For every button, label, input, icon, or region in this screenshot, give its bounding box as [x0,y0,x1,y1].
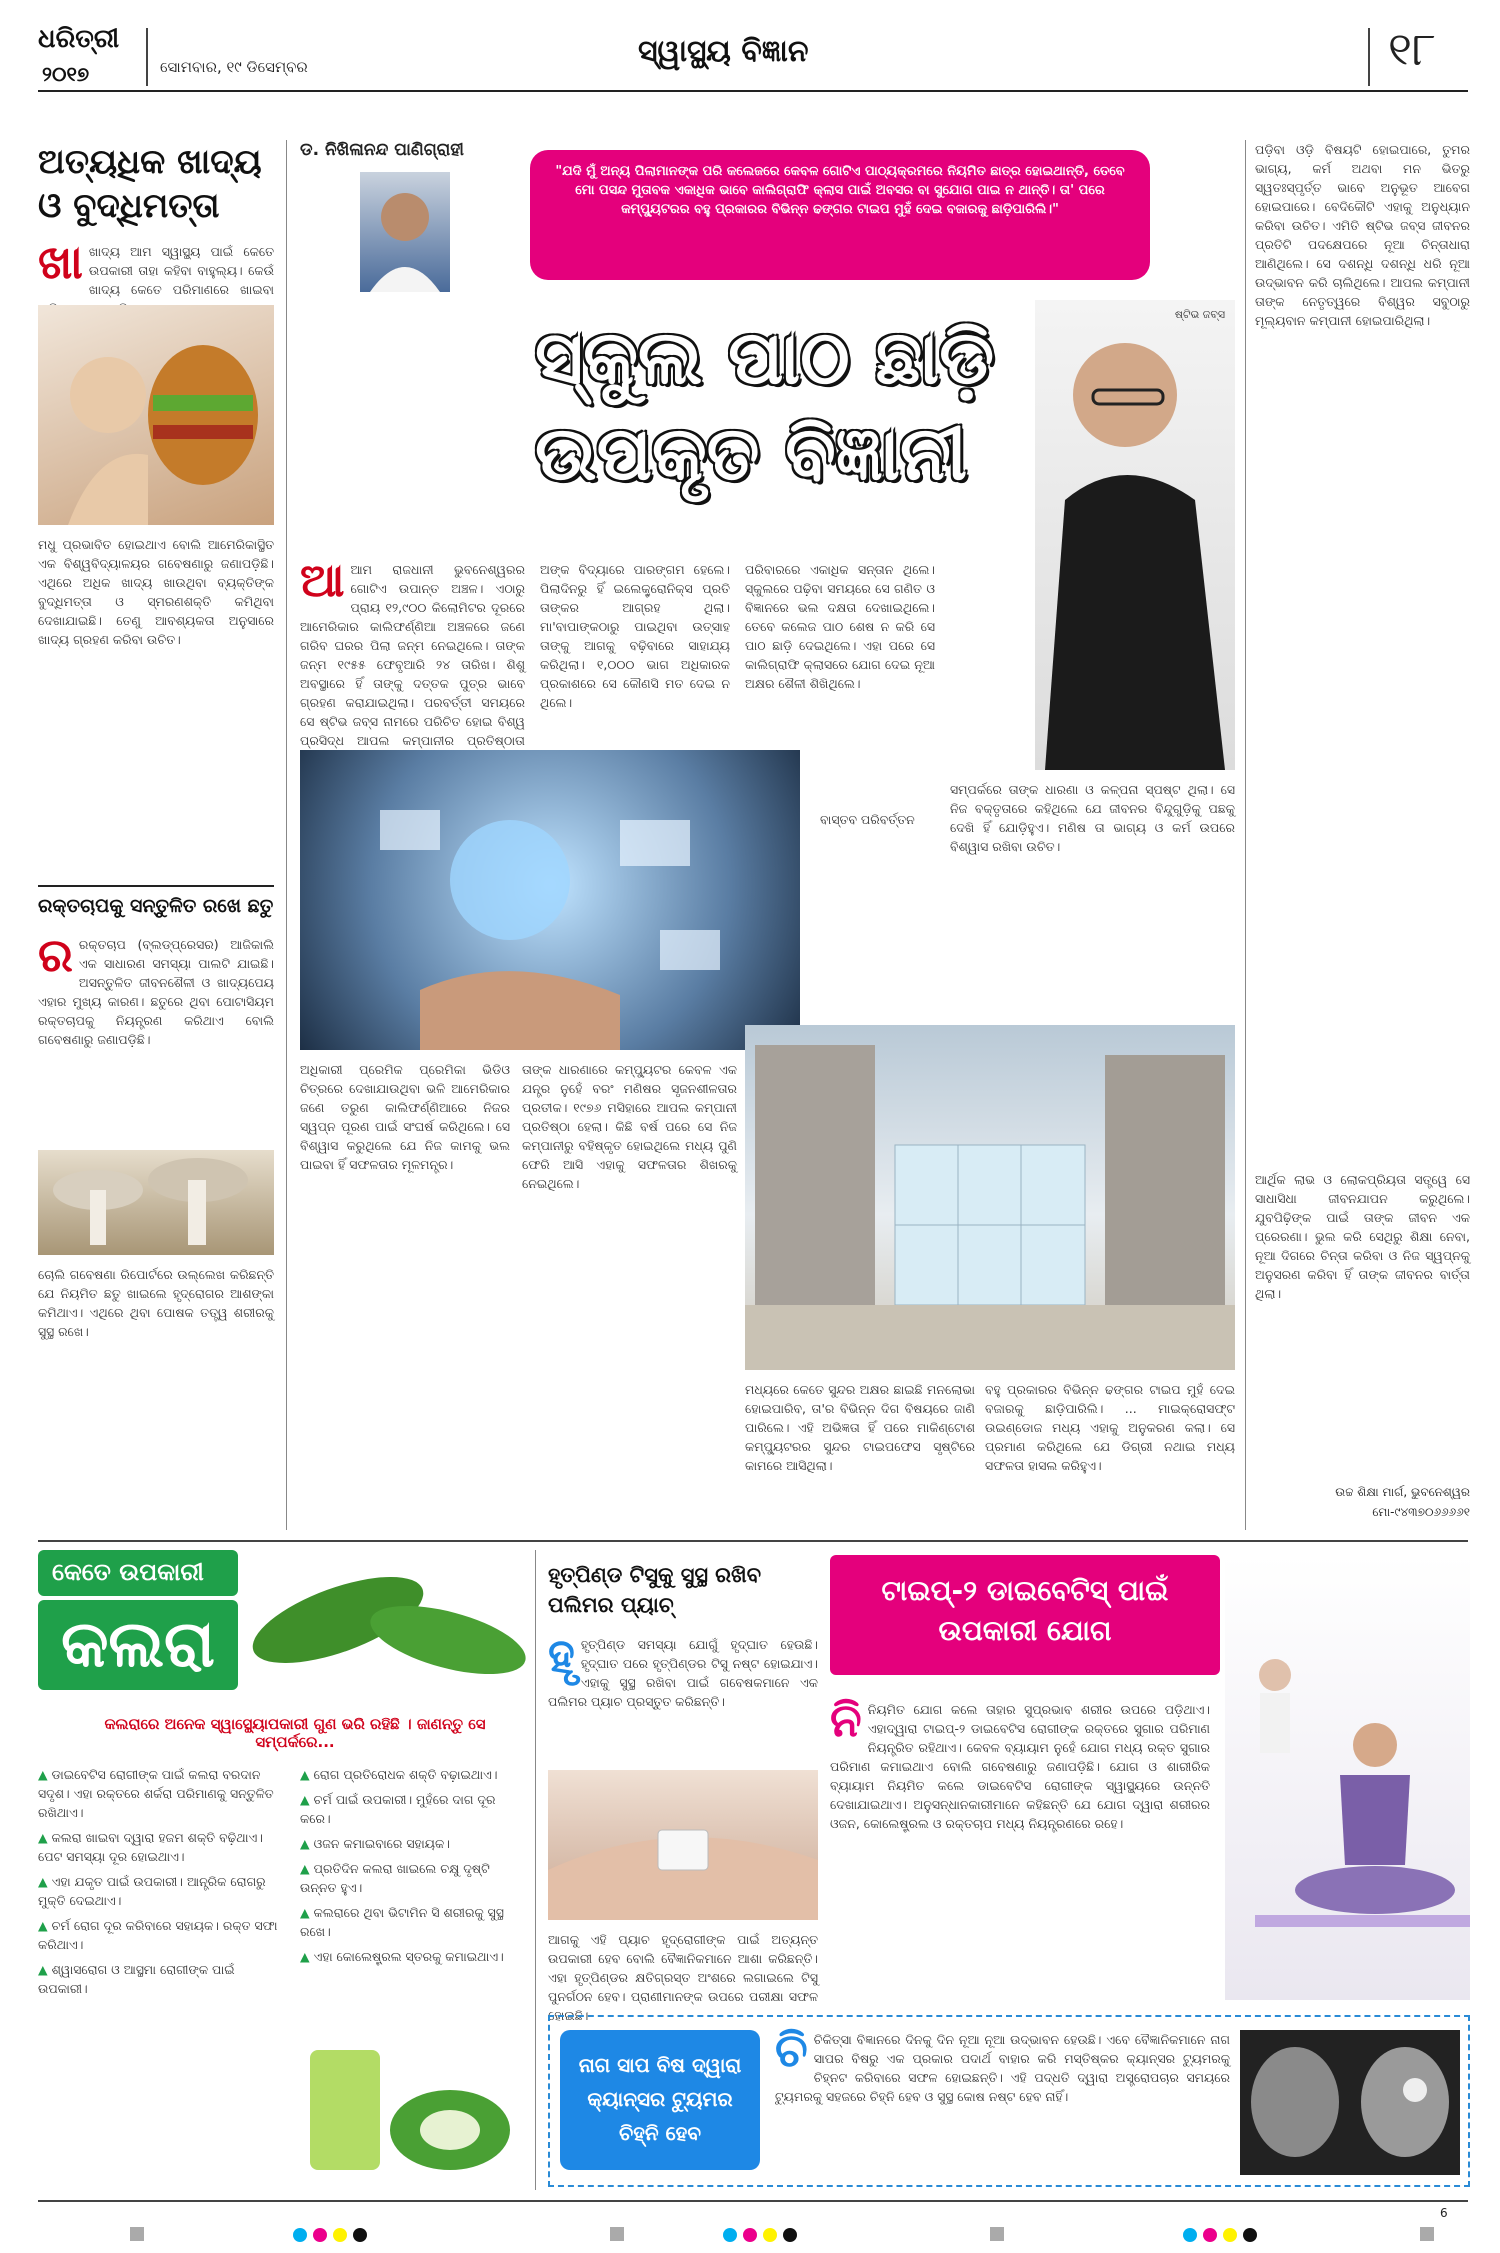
bittergourd-points-left [38,1765,288,2095]
list-item: ▲ ରୋଗ ପ୍ରତିରୋଧକ ଶକ୍ତି ବଢ଼ାଇଥାଏ। [300,1767,498,1782]
left-subhead: ରକ୍ତଚାପକୁ ସନ୍ତୁଳିତ ରଖେ ଛତୁ [38,885,274,925]
bittergourd-points-right [300,1765,525,2005]
photo-caption: ଷ୍ଟିଭ ଜବ୍ସ [1174,308,1225,321]
snake-venom-body: ଚିଚିକିତ୍ସା ବିଜ୍ଞାନରେ ଦିନକୁ ଦିନ ନୂଆ ନୂଆ ଉଦ୍ଭାବନ ହେଉଛି। ଏବେ ବୈଜ୍ଞାନିକମାନେ ନାଗ ସାପର ବିଷରୁ ଏକ ପ୍ରକାର ପଦାର୍ଥ ବାହାର କରି ମସ୍ତିଷ୍କର କ୍ୟାନ୍‌ସର ଟ୍ୟୁମରକୁ ଚିହ୍ନଟ କରିବାରେ ସଫଳ ହୋଇଛନ୍ତି। ଏହି ପଦ୍ଧତି ଦ୍ୱାରା ଅସ୍ତ୍ରୋପଚାର ସମୟରେ ଟ୍ୟୁମରକୁ ସହଜରେ ଚିହ୍ନି ହେବ ଓ ସୁସ୍ଥ କୋଷ ନଷ୍ଟ ହେବ ନାହିଁ। [775,2023,1230,2104]
left-body-4: ଚୋଲି ଗବେଷଣା ରିପୋର୍ଟରେ ଉଲ୍ଲେଖ କରିଛନ୍ତି ଯେ ନିୟମିତ ଛତୁ ଖାଇଲେ ହୃଦ୍‌ରୋଗର ଆଶଙ୍କା କମିଥାଏ। ଏଥିରେ ଥିବା ପୋଷକ ତତ୍ତ୍ୱ ଶରୀରକୁ ସୁସ୍ଥ ରଖେ। [38,1267,274,1339]
list-item: ▲ କଲରା ଖାଇବା ଦ୍ୱାରା ହଜମ ଶକ୍ତି ବଢ଼ିଥାଏ। ପେଟ ସମସ୍ୟା ଦୂର ହୋଇଥାଏ। [38,1830,263,1864]
burger-illustration [38,305,274,525]
yoga-illustration [1225,1555,1470,2000]
steve-jobs-photo [1035,300,1235,770]
bittergourd-title: କଲରା [38,1600,238,1690]
main-col-8: ବହୁ ପ୍ରକାରର ବିଭିନ୍ନ ଢଙ୍ଗର ଟାଇପ ମୁହଁ ଦେଇ ବଜାରକୁ ଛାଡ଼ିପାରିଲି। ... ମାଇକ୍ରୋସଫ୍ଟ ଉଇଣ୍ଡୋଜ ମଧ୍ୟ ଏହାକୁ ଅନୁକରଣ କଲା। ସେ ପ୍ରମାଣ କରିଥିଲେ ଯେ ଡିଗ୍ରୀ ନଥାଇ ମଧ୍ୟ ସଫଳତା ହାସଲ କରିହୁଏ। [985,1382,1235,1473]
list-item: ▲ ଓଜନ କମାଇବାରେ ସହାୟକ। [300,1836,450,1851]
page-number: ୧୮ [1388,22,1436,76]
issue-date: ସୋମବାର, ୧୯ ଡିସେମ୍ବର [160,58,308,76]
list-item: ▲ ଏହା କୋଲେଷ୍ଟ୍ରଲ ସ୍ତରକୁ କମାଇଥାଏ। [300,1949,504,1964]
main-col-7b: ମଧ୍ୟରେ କେତେ ସୁନ୍ଦର ଅକ୍ଷର ଛାଇଛି ମନଲୋଭା ହୋଇପାରିବ, ତା'ର ବିଭିନ୍ନ ଦିଗ ବିଷୟରେ ଜାଣି ପାରିଲେ। ଏହି ଅଭିଜ୍ଞତା ହିଁ ପରେ ମାକିଣ୍ଟୋଶ କମ୍ପ୍ୟୁଟରର ସୁନ୍ଦର ଟାଇପଫେସ ସୃଷ୍ଟିରେ କାମରେ ଆସିଥିଲା। [745,1382,975,1473]
section-title: ସ୍ୱାସ୍ଥ୍ୟ ବିଜ୍ଞାନ [638,34,809,69]
brain-scan-illustration [1240,2030,1460,2175]
list-item: ▲ ଡାଇବେଟିସ ରୋଗୀଙ୍କ ପାଇଁ କଲରା ବରଦାନ ସଦୃଶ। ଏହା ରକ୍ତରେ ଶର୍କରା ପରିମାଣକୁ ସନ୍ତୁଳିତ ରଖିଥାଏ। [38,1767,274,1820]
left-body-3: ରରକ୍ତଚାପ (ବ୍ଲଡ୍‌ପ୍ରେସର) ଆଜିକାଲି ଏକ ସାଧାରଣ ସମସ୍ୟା ପାଲଟି ଯାଇଛି। ଅସନ୍ତୁଳିତ ଜୀବନଶୈଳୀ ଓ ଖାଦ୍ୟପେୟ ଏହାର ମୁଖ୍ୟ କାରଣ। ଛତୁରେ ଥିବା ପୋଟାସିୟମ ରକ୍ତଚାପକୁ ନିୟନ୍ତ୍ରଣ କରିଥାଏ ବୋଲି ଗବେଷଣାରୁ ଜଣାପଡ଼ିଛି। [38,928,274,1047]
author-block [300,140,530,292]
mushroom-photo [38,1150,274,1255]
right-col-1: ପଡ଼ିବା ଓଡ଼ି ବିଷୟଟି ହୋଇପାରେ, ତୁମର ଭାଗ୍ୟ, କର୍ମ ଅଥବା ମନ ଭିତରୁ ସ୍ୱତଃସ୍ପୃର୍ତ୍ତ ଭାବେ ଅନୁଭୂତ ଆବେଗ ହୋଇପାରେ। ବେଦିକୌଟି ଏହାକୁ ଅନୁଧ୍ୟାନ କରିବା ଉଚିତ। ଏମିତି ଷ୍ଟିଭ ଜବ୍ସ ଜୀବନର ପ୍ରତିଟି ପଦକ୍ଷେପରେ ନୂଆ ଚିନ୍ତାଧାରା ଆଣିଥିଲେ। ସେ ଦଶନ୍ଧି ଦଶନ୍ଧି ଧରି ନୂଆ ଉଦ୍ଭାବନ କରି ଚାଲିଥିଲେ। ଆପଲ କମ୍ପାନୀ ତାଙ୍କ ନେତୃତ୍ୱରେ ବିଶ୍ୱର ସବୁଠାରୁ ମୂଲ୍ୟବାନ କମ୍ପାନୀ ହୋଇପାରିଥିଲା। [1255,142,1470,328]
bittergourd-tagline: କଲରାରେ ଅନେକ ସ୍ୱାସ୍ଥ୍ୟୋପକାରୀ ଗୁଣ ଭରି ରହିଛି । ଜାଣନ୍ତୁ ସେ ସମ୍ପର୍କରେ... [104,1715,486,1751]
paper-logo: ଧରିତ୍ରୀ [38,24,120,54]
list-item: ▲ ଶ୍ୱାସରୋଗ ଓ ଆସ୍ଥମା ରୋଗୀଙ୍କ ପାଇଁ ଉପକାରୀ। [38,1962,235,1996]
edition-year: ୨୦୧୭ [42,62,90,86]
pull-quote-text: "ଯଦି ମୁଁ ଅନ୍ୟ ପିଲାମାନଙ୍କ ପରି କଲେଜରେ କେବଳ ଗୋଟିଏ ପାଠ୍ୟକ୍ରମରେ ନିୟମିତ ଛାତ୍ର ହୋଇଥାନ୍ତି, ତେବେ ମୋ ପସନ୍ଦ ମୁତାବକ ଏକାଧିକ ଭାବେ କାଲିଗ୍ରାଫି କ୍ଲାସ ପାଇଁ ଅବସର ବା ସୁଯୋଗ ପାଇ ନ ଥାନ୍ତି। ତା' ପରେ କମ୍ପ୍ୟୁଟରର ବହୁ ପ୍ରକାରର ବିଭିନ୍ନ ଢଙ୍ଗର ଟାଇପ ମୁହଁ ଦେଇ ବଜାରକୁ ଛାଡ଼ିପାରିଲି।" [555,164,1125,217]
apple-store-illustration [745,1025,1235,1370]
left-headline: ଅତ୍ୟଧିକ ଖାଦ୍ୟ ଓ ବୁଦ୍ଧିମତ୍ତା [38,142,262,226]
left-body-1: ଖାଖାଦ୍ୟ ଆମ ସ୍ୱାସ୍ଥ୍ୟ ପାଇଁ କେତେ ଉପକାରୀ ତାହା କହିବା ବାହୁଲ୍ୟ। କେଉଁ ଖାଦ୍ୟ କେତେ ପରିମାଣରେ ଖାଇବା [38,235,274,297]
yoga-body: ନିନିୟମିତ ଯୋଗ କଲେ ତାହାର ସୁପ୍ରଭାବ ଶରୀର ଉପରେ ପଡ଼ିଥାଏ। ଏହାଦ୍ୱାରା ଟାଇପ୍‌-୨ ଡାଇବେଟିସ ରୋଗୀଙ୍କ ରକ୍ତରେ ସୁଗାର ପରିମାଣ ନିୟନ୍ତ୍ରିତ ରହିଥାଏ। କେବଳ ବ୍ୟାୟାମ ନୁହେଁ ଯୋଗ ମଧ୍ୟ ରକ୍ତ ସୁଗାର ପରିମାଣ କମାଇଥାଏ ବୋଲି ଗବେଷଣାରୁ ଜଣାପଡ଼ିଛି। ଯୋଗ ଓ ଶାରୀରିକ ବ୍ୟାୟାମ ନିୟମିତ କଲେ ଡାଇବେଟିସ ରୋଗୀଙ୍କ ସ୍ୱାସ୍ଥ୍ୟରେ ଉନ୍ନତି ଦେଖାଯାଇଥାଏ। ଅନୁସନ୍ଧାନକାରୀମାନେ କହିଛନ୍ତି ଯେ ଯୋଗ ଦ୍ୱାରା ଶରୀରର ଓଜନ, କୋଲେଷ୍ଟ୍ରଲ ଓ ରକ୍ତଚାପ ମଧ୍ୟ ନିୟନ୍ତ୍ରଣରେ ରହେ। [830,1693,1210,1831]
list-item: ▲ ଏହା ଯକୃତ ପାଇଁ ଉପକାରୀ। ଆନ୍ତ୍ରିକ ରୋଗରୁ ମୁକ୍ତି ଦେଇଥାଏ। [38,1874,266,1908]
list-item: ▲ ପ୍ରତିଦିନ କଲରା ଖାଇଲେ ଚକ୍ଷୁ ଦୃଷ୍ଟି ଉନ୍ନତ ହୁଏ। [300,1861,490,1895]
juice-illustration [280,2010,525,2200]
main-headline: ସ୍କୁଲ ପାଠ ଛାଡ଼ି ଉପକୃତ ବିଜ୍ଞାନୀ [535,315,995,497]
apple-store-photo [745,1025,1235,1370]
author-photo [360,172,450,292]
main-col-3: ପରିବାରରେ ଏକାଧିକ ସନ୍ତାନ ଥିଲେ। ସ୍କୁଲରେ ପଢ଼ିବା ସମୟରେ ସେ ଗଣିତ ଓ ବିଜ୍ଞାନରେ ଭଲ ଦକ୍ଷତା ଦେଖାଇଥିଲେ। ତେବେ କଲେଜ ପାଠ ଶେଷ ନ କରି ସେ ପାଠ ଛାଡ଼ି ଦେଇଥିଲେ। ଏହା ପରେ ସେ କାଲିଗ୍ରାଫି କ୍ଲାସରେ ଯୋଗ ଦେଇ ନୂଆ ଅକ୍ଷର ଶୈଳୀ ଶିଖିଥିଲେ। [745,562,935,691]
pull-quote [530,150,1150,280]
technology-illustration [300,750,800,1050]
technology-photo [300,750,800,1050]
mushroom-illustration [38,1150,274,1255]
print-registration-marks [0,2225,1500,2249]
bittergourd-title-top: କେତେ ଉପକାରୀ [38,1550,238,1596]
heart-patch-body-1: ହୃହୃତ୍‌ପିଣ୍ଡ ସମସ୍ୟା ଯୋଗୁଁ ହୃଦ୍‌ଘାତ ହେଉଛି। ହୃଦ୍‌ଘାତ ପରେ ହୃତ୍‌ପିଣ୍ଡର ଟିସୁ ନଷ୍ଟ ହୋଇଯାଏ। ଏହାକୁ ସୁସ୍ଥ ରଖିବା ପାଇଁ ଗବେଷକମାନେ ଏକ ପଲିମର ପ୍ୟାଚ ପ୍ରସ୍ତୁତ କରିଛନ୍ତି। [548,1628,818,1709]
main-col-7: ସମ୍ପର୍କରେ ତାଙ୍କ ଧାରଣା ଓ କଳ୍ପନା ସ୍ପଷ୍ଟ ଥିଲା। ସେ ନିଜ ବକ୍ତୃତାରେ କହିଥିଲେ ଯେ ଜୀବନର ବିନ୍ଦୁଗୁଡ଼ିକୁ ପଛକୁ ଦେଖି ହିଁ ଯୋଡ଼ିହୁଏ। ମଣିଷ ତା ଭାଗ୍ୟ ଓ କର୍ମ ଉପରେ ବିଶ୍ୱାସ ରଖିବା ଉଚିତ। [950,782,1235,854]
main-col-3b: ବାସ୍ତବ ପରିବର୍ତ୍ତନ [820,812,915,827]
snake-venom-headline: ନାଗ ସାପ ବିଷ ଦ୍ୱାରା କ୍ୟାନ୍‌ସର ଟ୍ୟୁମର ଚିହ୍ନି ହେବ [578,2053,742,2145]
burger-photo [38,305,274,525]
footer-page-number: 6 [1440,2206,1448,2220]
bittergourd-header [38,1550,528,1710]
snake-venom-headline-box [560,2030,760,2170]
heart-patch-body-2: ଆଗକୁ ଏହି ପ୍ୟାଚ ହୃଦ୍‌ରୋଗୀଙ୍କ ପାଇଁ ଅତ୍ୟନ୍ତ ଉପକାରୀ ହେବ ବୋଲି ବୈଜ୍ଞାନିକମାନେ ଆଶା କରିଛନ୍ତି। ଏହା ହୃତ୍‌ପିଣ୍ଡର କ୍ଷତିଗ୍ରସ୍ତ ଅଂଶରେ ଲଗାଇଲେ ଟିସୁ ପୁନର୍ଗଠନ ହେବ। ପ୍ରାଣୀମାନଙ୍କ ଉପରେ ପରୀକ୍ଷା ସଫଳ ହୋଇଛି। [548,1932,818,2023]
patch-photo [548,1770,818,1920]
masthead [38,22,1468,92]
yoga-headline: ଟାଇପ୍‌-୨ ଡାଇବେଟିସ୍ ପାଇଁ ଉପକାରୀ ଯୋଗ [881,1574,1169,1647]
main-col-5: ଅଧିକାରୀ ପ୍ରେମିକ ପ୍ରେମିକା ଭିଡିଓ ଚିତ୍ରରେ ଦେଖାଯାଉଥିବା ଭଳି ଆମେରିକାର ଜଣେ ତରୁଣ କାଲିଫର୍ଣ୍ଣିଆରେ ନିଜର ସ୍ୱପ୍ନ ପୂରଣ ପାଇଁ ସଂଘର୍ଷ କରିଥିଲେ। ସେ ବିଶ୍ୱାସ କରୁଥିଲେ ଯେ ନିଜ କାମକୁ ଭଲ ପାଇବା ହିଁ ସଫଳତାର ମୂଳମନ୍ତ୍ର। [300,1062,510,1172]
list-item: ▲ ଚର୍ମ ପାଇଁ ଉପକାରୀ। ମୁହଁରେ ଦାଗ ଦୂର କରେ। [300,1792,496,1826]
right-col-2: ଆର୍ଥିକ ଲାଭ ଓ ଲୋକପ୍ରିୟତା ସତ୍ତ୍ୱେ ସେ ସାଧାସିଧା ଜୀବନଯାପନ କରୁଥିଲେ। ଯୁବପିଢ଼ିଙ୍କ ପାଇଁ ତାଙ୍କ ଜୀବନ ଏକ ପ୍ରେରଣା। ଭୁଲ କରି ସେଥିରୁ ଶିକ୍ଷା ନେବା, ନୂଆ ଦିଗରେ ଚିନ୍ତା କରିବା ଓ ନିଜ ସ୍ୱପ୍ନକୁ ଅନୁସରଣ କରିବା ହିଁ ତାଙ୍କ ଜୀବନର ବାର୍ତ୍ତା ଥିଲା। [1255,1172,1470,1301]
main-col-6: ତାଙ୍କ ଧାରଣାରେ କମ୍ପ୍ୟୁଟର କେବଳ ଏକ ଯନ୍ତ୍ର ନୁହେଁ ବରଂ ମଣିଷର ସୃଜନଶୀଳତାର ପ୍ରତୀକ। ୧୯୭୬ ମସିହାରେ ଆପଲ କମ୍ପାନୀ ପ୍ରତିଷ୍ଠା ହେଲା। କିଛି ବର୍ଷ ପରେ ସେ ନିଜ କମ୍ପାନୀରୁ ବହିଷ୍କୃତ ହୋଇଥିଲେ ମଧ୍ୟ ପୁଣି ଫେରି ଆସି ଏହାକୁ ସଫଳତାର ଶିଖରକୁ ନେଇଥିଲେ। [522,1062,737,1191]
brain-scan-photo [1240,2030,1460,2175]
left-body-2: ମଧୁ ପ୍ରଭାବିତ ହୋଇଥାଏ ବୋଲି ଆମେରିକାସ୍ଥିତ ଏକ ବିଶ୍ୱବିଦ୍ୟାଳୟର ଗବେଷଣାରୁ ଜଣାପଡ଼ିଛି। ଏଥିରେ ଅଧିକ ଖାଦ୍ୟ ଖାଉଥିବା ବ୍ୟକ୍ତିଙ୍କ ବୁଦ୍ଧିମତ୍ତା ଓ ସ୍ମରଣଶକ୍ତି କମିଥିବା ଦେଖାଯାଇଛି। ତେଣୁ ଆବଶ୍ୟକତା ଅନୁସାରେ ଖାଦ୍ୟ ଗ୍ରହଣ କରିବା ଉଚିତ। [38,537,274,647]
heart-patch-headline: ହୃତ୍‌ପିଣ୍ଡ ଟିସୁକୁ ସୁସ୍ଥ ରଖିବ ପଲିମର ପ୍ୟାଚ୍ [548,1563,762,1617]
steve-jobs-illustration [1035,300,1235,770]
list-item: ▲ କଲରାରେ ଥିବା ଭିଟାମିନ ସି ଶରୀରକୁ ସୁସ୍ଥ ରଖେ। [300,1905,504,1939]
dropcap: ଖା [38,235,83,289]
main-col-2: ଅଙ୍କ ବିଦ୍ୟାରେ ପାରଙ୍ଗମ ହେଲେ। ପିଲାଦିନରୁ ହିଁ ଇଲେକ୍ଟ୍ରୋନିକ୍ସ ପ୍ରତି ତାଙ୍କର ଆଗ୍ରହ ଥିଲା। ମା'ବାପାଙ୍କଠାରୁ ପାଇଥିବା ଉତ୍ସାହ ତାଙ୍କୁ ଆଗକୁ ବଢ଼ିବାରେ ସାହାଯ୍ୟ କରିଥିଲା। ୧,୦୦୦ ଭାଗ ଅଧିକାରକ ପ୍ରକାଶରେ ସେ କୌଣସି ମତ ଦେଇ ନ ଥିଲେ। [540,562,730,710]
author-portrait [360,172,450,292]
author-name: ଡ. ନିଖିଳାନନ୍ଦ ପାଣିଗ୍ରାହୀ [300,140,464,160]
list-item: ▲ ଚର୍ମ ରୋଗ ଦୂର କରିବାରେ ସହାୟକ। ରକ୍ତ ସଫା କରିଥାଏ। [38,1918,278,1952]
yoga-photo [1225,1555,1470,2000]
main-col-1: ଆଆମ ରାଜଧାନୀ ଭୁବନେଶ୍ୱରର ଗୋଟିଏ ଉପାନ୍ତ ଅଞ୍ଚଳ। ଏଠାରୁ ପ୍ରାୟ ୧୨,୯୦୦ କିଲୋମିଟର ଦୂରରେ ଆମେରିକାର କାଲିଫର୍ଣ୍ଣିଆ ଅଞ୍ଚଳରେ ଜଣେ ଗରିବ ଘରର ପିଲା ଜନ୍ମ ନେଇଥିଲେ। ତାଙ୍କ ଜନ୍ମ ୧୯୫୫ ଫେବୃଆରି ୨୪ ତାରିଖ। ଶିଶୁ ଅବସ୍ଥାରେ ହିଁ ତାଙ୍କୁ ଦତ୍ତକ ପୁତ୍ର ଭାବେ ଗ୍ରହଣ କରାଯାଇଥିଲା। ପରବର୍ତ୍ତୀ ସମୟରେ ସେ ଷ୍ଟିଭ ଜବ୍ସ ନାମରେ ପରିଚିତ ହୋଇ ବିଶ୍ୱ ପ୍ରସିଦ୍ଧ ଆପଲ କମ୍ପାନୀର ପ୍ରତିଷ୍ଠାତା [300,553,525,748]
yoga-headline-box [830,1555,1220,1675]
patch-illustration [548,1770,818,1920]
signoff: ଉଚ୍ଚ ଶିକ୍ଷା ମାର୍ଗ, ଭୁବନେଶ୍ୱର [1335,1485,1470,1499]
phone: ମୋ-୯୪୩୭୦୬୬୬୬୧ [1372,1505,1470,1519]
bittergourd-illustration [248,1550,528,1700]
